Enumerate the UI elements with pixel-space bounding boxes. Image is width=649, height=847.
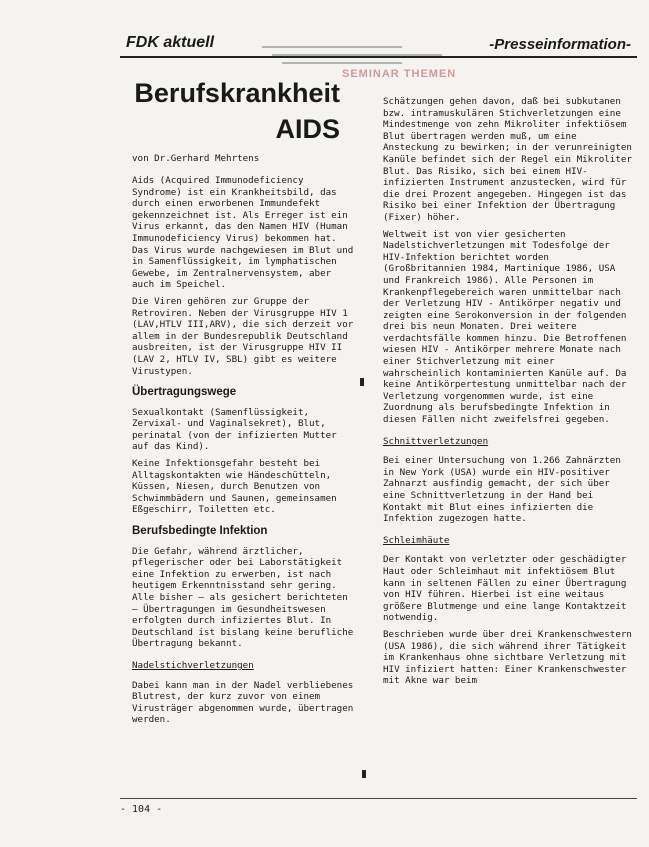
paragraph: Aids (Acquired Immunodeficiency Syndrome) ist ein Krankheitsbild, das durch einen erworbenen Immundefekt gekennzeichnet ist. Als Erreger ist ein Virus erkannt, das den Namen HIV (Human Immunodeficiency Virus) bekommen hat. Das Virus wurde nachgewiesen im Blut und in Samenflüssigkeit, im lymphatischen Gewebe, im Zentralnervensystem, aber auch im Speichel. bbox=[132, 175, 354, 291]
paragraph: Schätzungen gehen davon, daß bei subkutanen bzw. intramuskulären Stichverletzungen eine Mindestmenge von zehn Mikroliter infektiösem Blut übertragen werden muß, um eine Ansteckung zu bewirken; in der verunreinigten Kanüle befindet sich der Regel ein Mikroliter Blut. Das Risiko, sich bei einem HIV-infizierten Instrument anzustecken, wird für die drei Prozent angegeben. Hingegen ist das Risiko bei einer Infektion der Übertragung (Fixer) höher. bbox=[383, 96, 632, 223]
paragraph: Dabei kann man in der Nadel verbliebenes Blutrest, der kurz zuvor von einem Virusträger abgenommen wurde, übertragen werden. bbox=[132, 679, 354, 726]
paragraph: Weltweit ist von vier gesicherten Nadelstichverletzungen mit Todesfolge der HIV-Infektion berichtet worden (Großbritannien 1984, Martinique 1986, USA und Frankreich 1986). Alle Personen im Krankenpflegebereich waren unmittelbar nach der Verletzung HIV - Antikörper negativ und zeigten eine Serokonversion in der folgenden drei bis neun Monaten. Drei weitere verdachtsfälle kommen hinzu. Die Betroffenen wiesen HIV - Antikörper mehrere Monate nach einer Stichverletzung mit einer wahrscheinlich kontaminierten Kanüle auf. Da keine Antikörpertestung unmittelbar nach der Verletzung vorgenommen wurde, ist eine Zuordnung als berufsbedingte Infektion in diesen Fällen nicht zweifelsfrei gegeben. bbox=[383, 228, 627, 426]
title-line-2: AIDS bbox=[275, 114, 340, 144]
left-column bbox=[132, 175, 354, 731]
margin-mark bbox=[362, 770, 366, 778]
paragraph: Die Gefahr, während ärztlicher, pflegerischer oder bei Laborstätigkeit eine Infektion zu erwerben, ist nach heutigem Erkenntnisstand sehr gering. Alle bisher – als gesichert berichteten – Übertragungen im Gesundheitswesen erfolgten durch infiziertes Blut. In Deutschland ist bislang keine berufliche Übertragung bekannt. bbox=[132, 545, 354, 650]
section-heading: Übertragungswege bbox=[132, 386, 237, 399]
paragraph: Beschrieben wurde über drei Krankenschwestern (USA 1986), die sich während ihrer Tätigkeit im Krankenhaus ohne sichtbare Verletzung mit HIV infiziert hatten: Einer Krankenschwester mit Akne war beim bbox=[383, 628, 632, 687]
title-line-1: Berufskrankheit bbox=[134, 78, 340, 108]
section-heading: Schnittverletzungen bbox=[383, 435, 489, 447]
footer-rule bbox=[120, 798, 637, 799]
section-heading: Nadelstichverletzungen bbox=[132, 659, 254, 671]
stamp-text: SEMINAR THEMEN bbox=[342, 68, 457, 80]
paragraph: Bei einer Untersuchung von 1.266 Zahnärzten in New York (USA) wurde ein HIV-positiver Zahnarzt ausfindig gemacht, der sich über eine Schnittverletzung in der Hand bei Kontakt mit Blut eines infizierten die Infektion zugezogen hatte. bbox=[383, 455, 621, 525]
paragraph: Der Kontakt von verletzter oder geschädigter Haut oder Schleimhaut mit infektiösem Blut kann in seltenen Fällen zu einer Übertragung von HIV führen. Hierbei ist eine weitaus größere Blutmenge und eine lange Kontaktzeit notwendig. bbox=[383, 554, 627, 624]
paragraph: Sexualkontakt (Samenflüssigkeit, Zervixal- und Vaginalsekret), Blut, perinatal (von der infizierten Mutter auf das Kind). bbox=[132, 406, 337, 453]
header-left: FDK aktuell bbox=[126, 34, 215, 51]
page-number: - 104 - bbox=[120, 804, 163, 815]
margin-mark bbox=[360, 378, 364, 386]
header-right: -Presseinformation- bbox=[489, 36, 631, 53]
author-byline: von Dr.Gerhard Mehrtens bbox=[132, 153, 260, 164]
paragraph: Keine Infektionsgefahr besteht bei Alltagskontakten wie Händeschütteln, Küssen, Niesen, durch Benutzen von Schwimmbädern und Saunen, gemeinsamen Eßgeschirr, Toiletten etc. bbox=[132, 458, 337, 516]
section-heading: Berufsbedingte Infektion bbox=[132, 525, 268, 538]
paragraph: Die Viren gehören zur Gruppe der Retroviren. Neben der Virusgruppe HIV 1 (LAV,HTLV III,ARV), die sich derzeit vor allem in der Bundesrepublik Deutschland ausbreiten, ist der Virusgruppe HIV II (LAV 2, HTLV IV, SBL) gibt es weitere Virustypen. bbox=[132, 295, 354, 377]
right-column bbox=[383, 96, 635, 692]
section-heading: Schleimhäute bbox=[383, 534, 450, 546]
